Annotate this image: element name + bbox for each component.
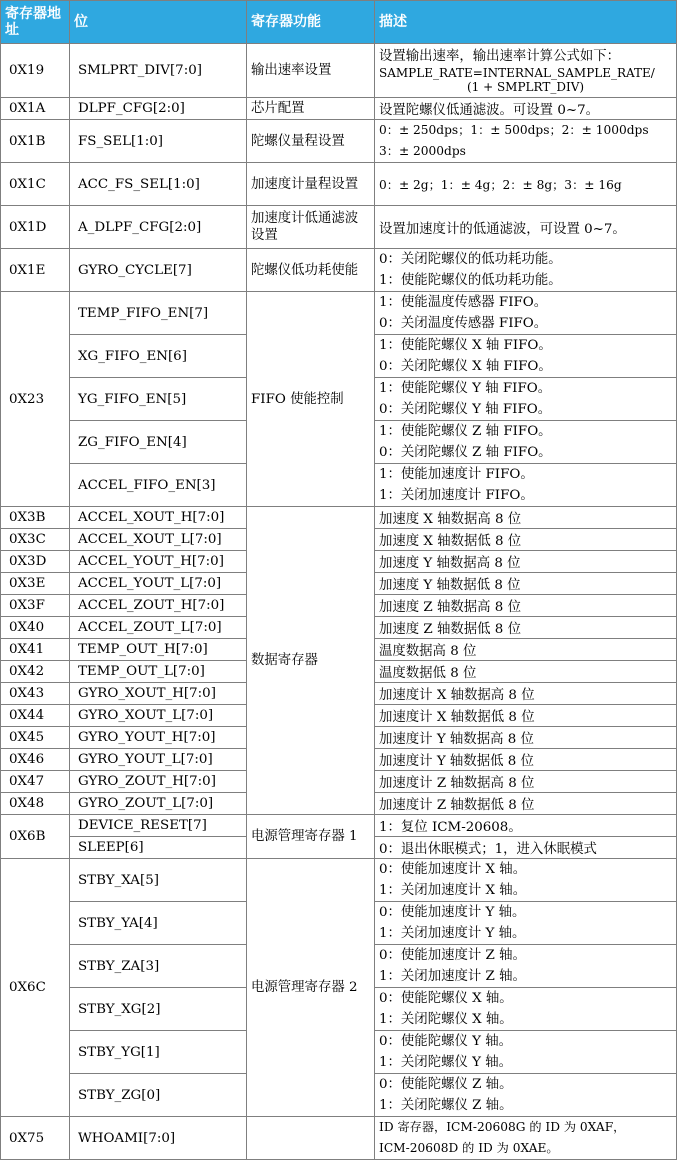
cell-addr: 0X3D	[1, 551, 70, 573]
cell-bit: ACCEL_XOUT_L[7:0]	[70, 529, 247, 551]
cell-desc: 1：复位 ICM-20608。	[375, 815, 677, 837]
table-row	[1, 163, 677, 206]
desc-line: 0：关闭温度传感器 FIFO。	[379, 316, 548, 331]
cell-desc: 加速度计 Z 轴数据低 8 位	[375, 793, 677, 815]
cell-addr: 0X3F	[1, 595, 70, 617]
desc-line: SAMPLE_RATE=INTERNAL_SAMPLE_RATE/	[379, 65, 655, 80]
header-desc: 描述	[375, 1, 677, 44]
cell-addr: 0X1A	[1, 98, 70, 120]
cell-desc: 加速度计 Y 轴数据高 8 位	[375, 727, 677, 749]
cell-addr: 0X42	[1, 661, 70, 683]
desc-line: 1：使能陀螺仪 Y 轴 FIFO。	[379, 381, 552, 396]
cell-bit: ACCEL_YOUT_H[7:0]	[70, 551, 247, 573]
cell-bit: STBY_YG[1]	[70, 1031, 247, 1074]
cell-bit: ACCEL_YOUT_L[7:0]	[70, 573, 247, 595]
cell-addr: 0X3B	[1, 507, 70, 529]
cell-desc: 0：退出休眠模式；1，进入休眠模式	[375, 837, 677, 859]
cell-func	[247, 1117, 375, 1160]
desc-line: 1：使能加速度计 FIFO。	[379, 467, 534, 482]
cell-bit: STBY_ZA[3]	[70, 945, 247, 988]
cell-bit: STBY_XA[5]	[70, 859, 247, 902]
desc-line: 1：使能陀螺仪 X 轴 FIFO。	[379, 338, 552, 353]
cell-bit: ACCEL_ZOUT_H[7:0]	[70, 595, 247, 617]
table-row	[1, 206, 677, 249]
cell-func: 电源管理寄存器 1	[247, 815, 375, 859]
cell-func: 电源管理寄存器 2	[247, 859, 375, 1117]
desc-line: 1：使能陀螺仪 Z 轴 FIFO。	[379, 424, 552, 439]
cell-desc	[375, 292, 677, 335]
cell-func: 陀螺仪量程设置	[247, 120, 375, 163]
cell-desc: 加速度计 X 轴数据低 8 位	[375, 705, 677, 727]
cell-addr: 0X1D	[1, 206, 70, 249]
cell-addr: 0X3C	[1, 529, 70, 551]
cell-bit: DEVICE_RESET[7]	[70, 815, 247, 837]
header-row	[1, 1, 677, 44]
cell-desc: 设置加速度计的低通滤波，可设置 0~7。	[375, 206, 677, 249]
cell-desc	[375, 335, 677, 378]
table-row	[1, 859, 677, 902]
cell-desc	[375, 120, 677, 163]
desc-line: 0：关闭陀螺仪的低功耗功能。	[379, 252, 562, 267]
cell-desc	[375, 1031, 677, 1074]
cell-desc: 加速度 Y 轴数据高 8 位	[375, 551, 677, 573]
desc-line: 0：使能加速度计 Y 轴。	[379, 905, 526, 920]
desc-line: 0：使能加速度计 Z 轴。	[379, 948, 526, 963]
header-addr: 寄存器地址	[1, 1, 70, 44]
cell-desc	[375, 249, 677, 292]
cell-desc: 加速度 Y 轴数据低 8 位	[375, 573, 677, 595]
desc-line: 1：使能陀螺仪的低功耗功能。	[379, 273, 562, 288]
cell-bit: TEMP_OUT_H[7:0]	[70, 639, 247, 661]
desc-line: 0：使能陀螺仪 X 轴。	[379, 991, 513, 1006]
cell-bit: A_DLPF_CFG[2:0]	[70, 206, 247, 249]
cell-bit: ZG_FIFO_EN[4]	[70, 421, 247, 464]
cell-bit: SMLPRT_DIV[7:0]	[70, 44, 247, 98]
cell-bit: GYRO_CYCLE[7]	[70, 249, 247, 292]
cell-bit: STBY_XG[2]	[70, 988, 247, 1031]
desc-line: 0：关闭陀螺仪 Z 轴 FIFO。	[379, 445, 552, 460]
desc-line: 1：关闭陀螺仪 X 轴。	[379, 1012, 513, 1027]
cell-bit: GYRO_YOUT_L[7:0]	[70, 749, 247, 771]
cell-desc	[375, 1074, 677, 1117]
cell-addr: 0X40	[1, 617, 70, 639]
cell-desc: 温度数据低 8 位	[375, 661, 677, 683]
cell-addr: 0X1C	[1, 163, 70, 206]
cell-func: 陀螺仪低功耗使能	[247, 249, 375, 292]
desc-line: 0：关闭陀螺仪 X 轴 FIFO。	[379, 359, 552, 374]
cell-bit: ACCEL_ZOUT_L[7:0]	[70, 617, 247, 639]
table-row	[1, 815, 677, 837]
desc-line: (1 + SMPLRT_DIV)	[466, 79, 585, 94]
desc-line: 1：关闭加速度计 Z 轴。	[379, 969, 526, 984]
header-bit: 位	[70, 1, 247, 44]
cell-desc: 0：± 2g；1：± 4g；2：± 8g；3：± 16g	[375, 163, 677, 206]
desc-line: 0：使能陀螺仪 Y 轴。	[379, 1034, 512, 1049]
cell-bit: XG_FIFO_EN[6]	[70, 335, 247, 378]
desc-line: 1：关闭陀螺仪 Y 轴。	[379, 1055, 512, 1070]
cell-desc: 加速度 Z 轴数据低 8 位	[375, 617, 677, 639]
desc-line: 1：关闭加速度计 X 轴。	[379, 883, 527, 898]
desc-line: 3：± 2000dps	[379, 144, 466, 158]
desc-line: ICM-20608D 的 ID 为 0XAE。	[379, 1141, 559, 1155]
cell-desc: 设置陀螺仪低通滤波。可设置 0~7。	[375, 98, 677, 120]
cell-desc	[375, 1117, 677, 1160]
cell-desc: 加速度计 X 轴数据高 8 位	[375, 683, 677, 705]
cell-addr: 0X43	[1, 683, 70, 705]
cell-desc: 加速度 X 轴数据高 8 位	[375, 507, 677, 529]
cell-desc: 加速度 Z 轴数据高 8 位	[375, 595, 677, 617]
cell-addr: 0X48	[1, 793, 70, 815]
table-row	[1, 1117, 677, 1160]
cell-desc	[375, 988, 677, 1031]
cell-desc	[375, 859, 677, 902]
desc-line: 1：使能温度传感器 FIFO。	[379, 295, 548, 310]
cell-bit: STBY_YA[4]	[70, 902, 247, 945]
cell-func: 加速度计低通滤波设置	[247, 206, 375, 249]
cell-addr: 0X47	[1, 771, 70, 793]
cell-desc	[375, 945, 677, 988]
cell-bit: GYRO_YOUT_H[7:0]	[70, 727, 247, 749]
cell-func: 数据寄存器	[247, 507, 375, 815]
cell-desc	[375, 378, 677, 421]
cell-addr: 0X3E	[1, 573, 70, 595]
cell-bit: GYRO_XOUT_H[7:0]	[70, 683, 247, 705]
cell-desc	[375, 902, 677, 945]
cell-addr: 0X1E	[1, 249, 70, 292]
cell-bit: TEMP_OUT_L[7:0]	[70, 661, 247, 683]
cell-desc: 加速度计 Z 轴数据高 8 位	[375, 771, 677, 793]
table-row	[1, 44, 677, 98]
cell-addr: 0X23	[1, 292, 70, 507]
cell-addr: 0X75	[1, 1117, 70, 1160]
table-row	[1, 249, 677, 292]
cell-addr: 0X6B	[1, 815, 70, 859]
cell-bit: GYRO_ZOUT_H[7:0]	[70, 771, 247, 793]
cell-bit: ACC_FS_SEL[1:0]	[70, 163, 247, 206]
cell-addr: 0X44	[1, 705, 70, 727]
desc-line: 0：关闭陀螺仪 Y 轴 FIFO。	[379, 402, 552, 417]
cell-bit: DLPF_CFG[2:0]	[70, 98, 247, 120]
cell-bit: STBY_ZG[0]	[70, 1074, 247, 1117]
desc-line: 1：关闭陀螺仪 Z 轴。	[379, 1098, 513, 1113]
cell-func: 输出速率设置	[247, 44, 375, 98]
cell-addr: 0X6C	[1, 859, 70, 1117]
cell-bit: ACCEL_FIFO_EN[3]	[70, 464, 247, 507]
desc-line: 1：关闭加速度计 FIFO。	[379, 488, 534, 503]
cell-func: 加速度计量程设置	[247, 163, 375, 206]
header-func: 寄存器功能	[247, 1, 375, 44]
desc-line: 0：使能陀螺仪 Z 轴。	[379, 1077, 513, 1092]
cell-desc	[375, 464, 677, 507]
cell-bit: WHOAMI[7:0]	[70, 1117, 247, 1160]
table-row	[1, 292, 677, 335]
cell-func: 芯片配置	[247, 98, 375, 120]
cell-addr: 0X19	[1, 44, 70, 98]
cell-bit: GYRO_ZOUT_L[7:0]	[70, 793, 247, 815]
cell-bit: FS_SEL[1:0]	[70, 120, 247, 163]
cell-desc: 温度数据高 8 位	[375, 639, 677, 661]
cell-addr: 0X1B	[1, 120, 70, 163]
cell-bit: ACCEL_XOUT_H[7:0]	[70, 507, 247, 529]
desc-line: 1：关闭加速度计 Y 轴。	[379, 926, 526, 941]
cell-addr: 0X45	[1, 727, 70, 749]
cell-bit: TEMP_FIFO_EN[7]	[70, 292, 247, 335]
cell-desc	[375, 44, 677, 98]
cell-desc: 加速度 X 轴数据低 8 位	[375, 529, 677, 551]
cell-addr: 0X41	[1, 639, 70, 661]
table-row	[1, 507, 677, 529]
cell-bit: YG_FIFO_EN[5]	[70, 378, 247, 421]
desc-line: ID 寄存器，ICM-20608G 的 ID 为 0XAF，	[379, 1120, 626, 1134]
desc-line: 0：± 250dps；1：± 500dps；2：± 1000dps	[379, 123, 649, 137]
cell-addr: 0X46	[1, 749, 70, 771]
cell-func: FIFO 使能控制	[247, 292, 375, 507]
cell-desc	[375, 421, 677, 464]
desc-line: 0：使能加速度计 X 轴。	[379, 862, 527, 877]
desc-line: 设置输出速率，输出速率计算公式如下：	[379, 48, 621, 64]
cell-bit: SLEEP[6]	[70, 837, 247, 859]
table-row	[1, 98, 677, 120]
cell-bit: GYRO_XOUT_L[7:0]	[70, 705, 247, 727]
cell-desc: 加速度计 Y 轴数据低 8 位	[375, 749, 677, 771]
table-row	[1, 120, 677, 163]
